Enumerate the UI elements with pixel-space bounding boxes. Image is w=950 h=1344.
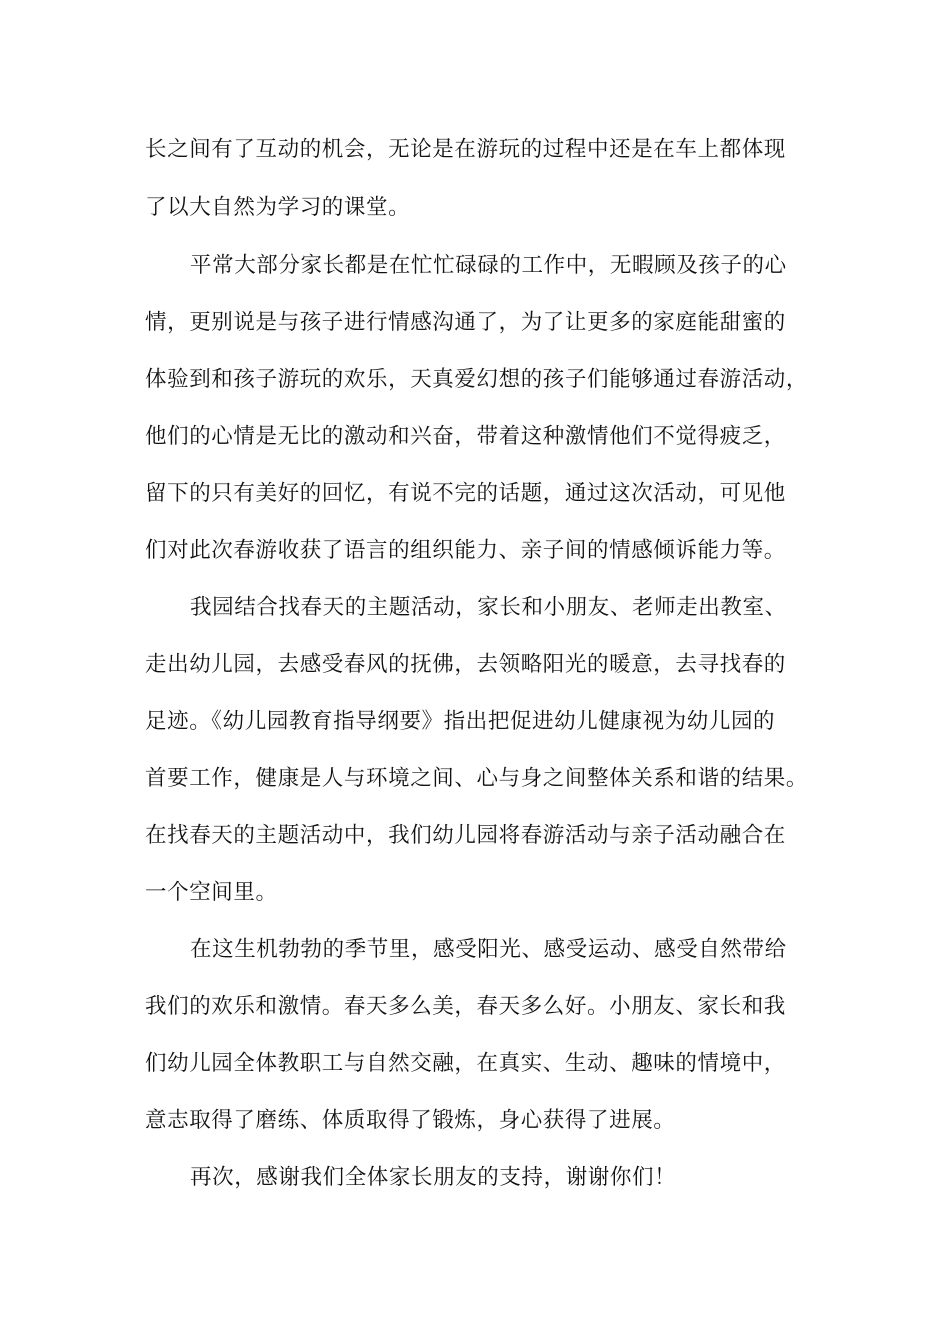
text-line: 们幼儿园全体教职工与自然交融，在真实、生动、趣味的情境中， (145, 1051, 786, 1076)
text-line: 走出幼儿园，去感受春风的抚佛，去领略阳光的暖意，去寻找春的 (145, 652, 786, 677)
paragraph-first-line: 在这生机勃勃的季节里，感受阳光、感受运动、感受自然带给 (190, 937, 787, 962)
text-line: 长之间有了互动的机会，无论是在游玩的过程中还是在车上都体现 (145, 137, 786, 162)
text-line: 足迹。《幼儿园教育指导纲要》指出把促进幼儿健康视为幼儿园的 (145, 709, 776, 734)
text-line: 他们的心情是无比的激动和兴奋，带着这种激情他们不觉得疲乏， (145, 424, 786, 449)
text-line: 了以大自然为学习的课堂。 (145, 195, 411, 220)
text-line: 情，更别说是与孩子进行情感沟通了，为了让更多的家庭能甜蜜的 (145, 310, 786, 335)
text-line: 我们的欢乐和激情。春天多么美，春天多么好。小朋友、家长和我 (145, 994, 786, 1019)
text-line: 体验到和孩子游玩的欢乐，天真爱幻想的孩子们能够通过春游活动， (145, 367, 809, 392)
paragraph-first-line: 再次，感谢我们全体家长朋友的支持，谢谢你们！ (190, 1165, 677, 1190)
paragraph-first-line: 我园结合找春天的主题活动，家长和小朋友、老师走出教室、 (190, 595, 787, 620)
text-line: 首要工作，健康是人与环境之间、心与身之间整体关系和谐的结果。 (145, 766, 809, 791)
text-line: 在找春天的主题活动中，我们幼儿园将春游活动与亲子活动融合在 (145, 823, 786, 848)
text-line: 意志取得了磨练、体质取得了锻炼，身心获得了进展。 (145, 1108, 676, 1133)
paragraph-first-line: 平常大部分家长都是在忙忙碌碌的工作中，无暇顾及孩子的心 (190, 253, 787, 278)
text-line: 留下的只有美好的回忆，有说不完的话题，通过这次活动，可见他 (145, 481, 786, 506)
text-line: 一个空间里。 (145, 880, 278, 905)
text-line: 们对此次春游收获了语言的组织能力、亲子间的情感倾诉能力等。 (145, 538, 786, 563)
